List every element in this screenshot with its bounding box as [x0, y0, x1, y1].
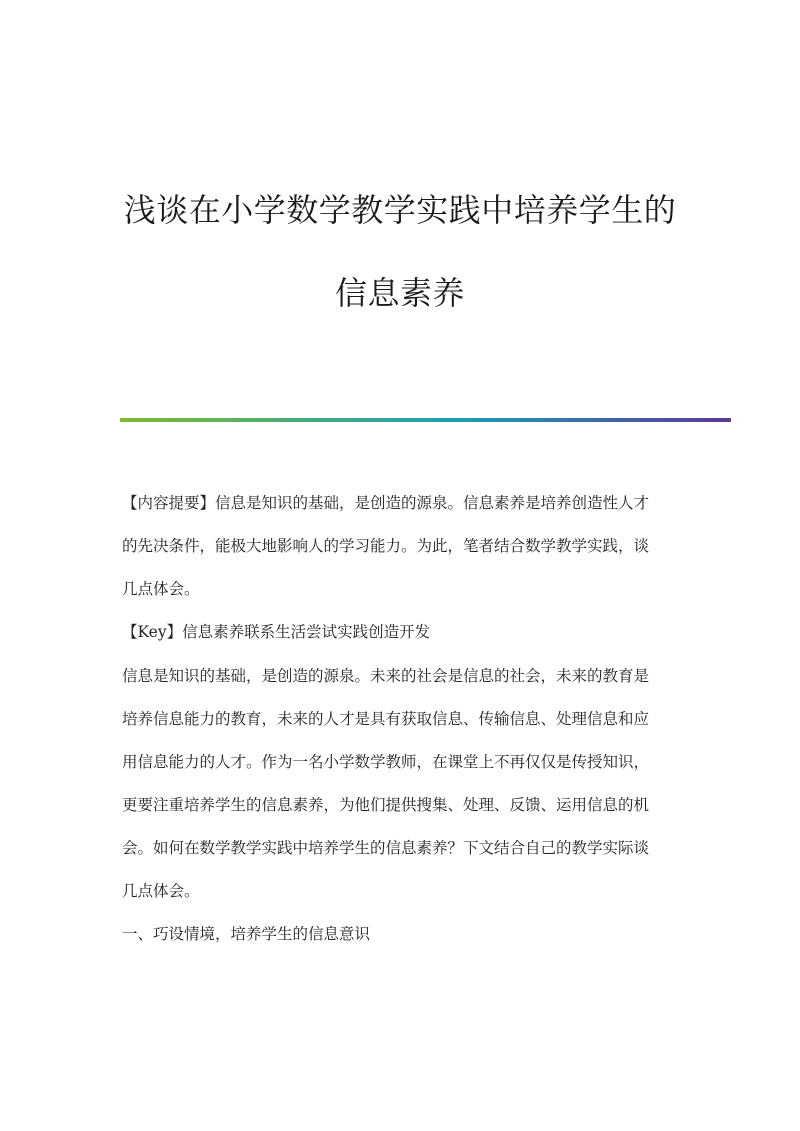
body-line: 用信息能力的人才。作为一名小学数学教师，在课堂上不再仅仅是传授知识， [122, 753, 650, 771]
document-title-line-2: 信息素养 [334, 274, 465, 312]
title-divider [120, 418, 731, 422]
abstract-line: 的先决条件，能极大地影响人的学习能力。为此，笔者结合数学教学实践，谈 [122, 537, 650, 555]
abstract-line: 几点体会。 [122, 580, 200, 598]
keywords-line: 【Key】信息素养联系生活尝试实践创造开发 [122, 623, 431, 641]
abstract-line: 【内容提要】信息是知识的基础，是创造的源泉。信息素养是培养创造性人才 [122, 494, 650, 512]
body-line: 信息是知识的基础，是创造的源泉。未来的社会是信息的社会，未来的教育是 [122, 667, 650, 685]
body-line: 更要注重培养学生的信息素养，为他们提供搜集、处理、反馈、运用信息的机 [122, 796, 650, 814]
body-line: 会。如何在数学教学实践中培养学生的信息素养？下文结合自己的教学实际谈 [122, 839, 650, 857]
abstract-paragraph [122, 482, 682, 611]
section-heading: 一、巧设情境，培养学生的信息意识 [122, 925, 371, 943]
body-line: 培养信息能力的教育，未来的人才是具有获取信息、传输信息、处理信息和应 [122, 710, 650, 728]
body-paragraph [122, 655, 682, 913]
document-title-line-1: 浅谈在小学数学教学实践中培养学生的 [123, 191, 677, 229]
body-line: 几点体会。 [122, 882, 200, 900]
